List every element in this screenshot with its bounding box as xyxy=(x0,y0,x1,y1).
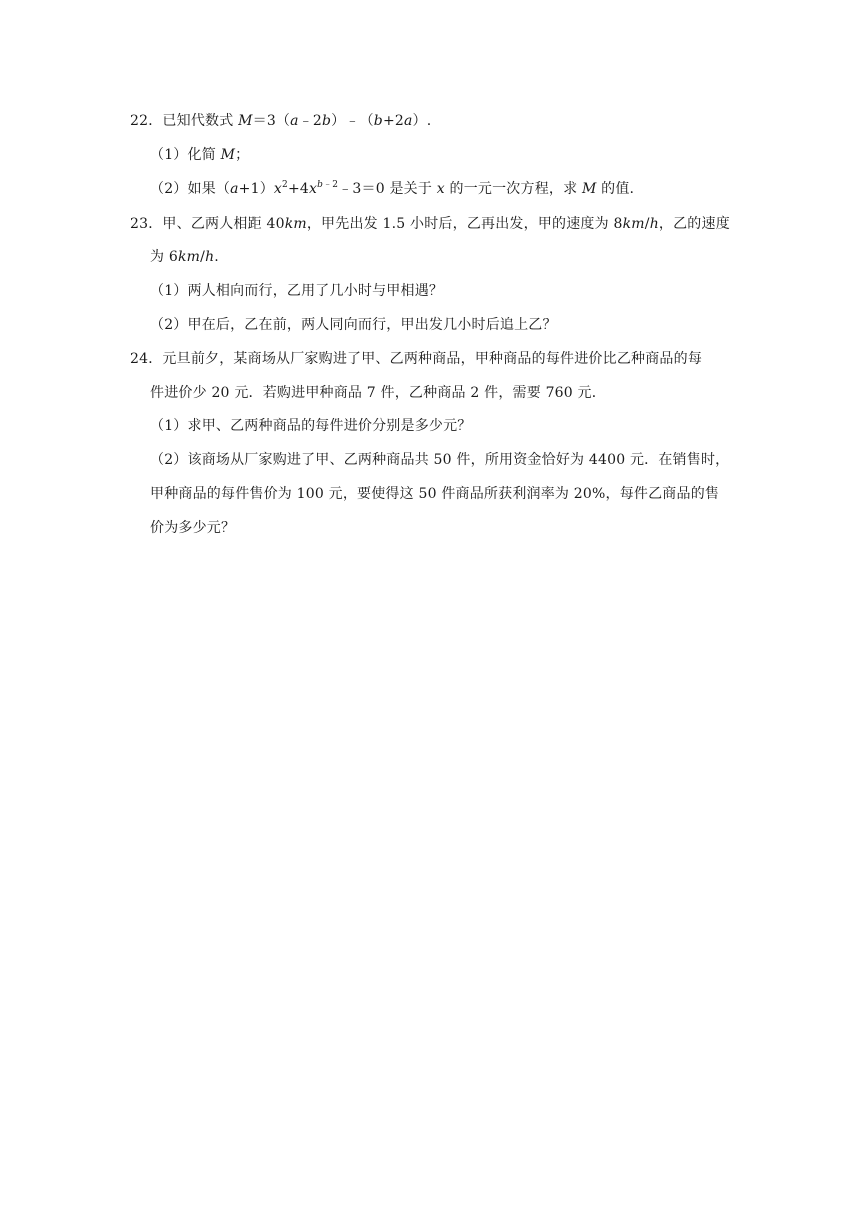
var-x: x xyxy=(309,181,318,197)
q24-part1: （1）求甲、乙两种商品的每件进价分别是多少元？ xyxy=(150,418,472,434)
q23-part2: （2）甲在后，乙在前，两人同向而行，甲出发几小时后追上乙？ xyxy=(150,317,557,333)
var-a: a xyxy=(404,113,413,129)
var-M: M xyxy=(220,147,236,163)
q23-text: . xyxy=(214,249,219,265)
q23-text: 甲、乙两人相距 40 xyxy=(162,216,285,232)
q24-part2-line1: （2）该商场从厂家购进了甲、乙两种商品共 50 件，所用资金恰好为 4400 元．在销售时， xyxy=(150,452,730,468)
q24-part2-line2: 甲种商品的每件售价为 100 元，要使得这 50 件商品所获利润率为 20%，每件乙商品的售 xyxy=(150,486,720,502)
q22-text: 已知代数式 xyxy=(162,113,239,129)
q22-part2-text: +4 xyxy=(287,181,309,197)
q22-part2-text: 的值. xyxy=(596,181,635,197)
q24-part2-line3: 价为多少元？ xyxy=(150,520,236,536)
exponent xyxy=(317,180,338,190)
exponent-text: ﹣2 xyxy=(323,180,339,190)
var-b: b xyxy=(373,113,383,129)
q22-number: 22． xyxy=(130,113,163,129)
var-x: x xyxy=(273,181,283,197)
q24-number: 24． xyxy=(130,351,163,367)
exponent: 2 xyxy=(282,180,288,190)
var-b: b xyxy=(317,180,324,190)
q23-stem-line1 xyxy=(130,215,730,233)
var-a: a xyxy=(290,113,299,129)
q23-text: ，甲先出发 1.5 小时后，乙再出发，甲的速度为 8 xyxy=(306,216,623,232)
q23-text: ，乙的速度 xyxy=(658,216,730,232)
unit-slash: / xyxy=(644,216,650,232)
q22-text: ﹣2 xyxy=(298,113,322,129)
unit-km: km xyxy=(177,249,201,265)
q22-text: ）. xyxy=(412,113,432,129)
q22-part1 xyxy=(150,146,249,164)
q22-part2-text: +1） xyxy=(238,181,274,197)
unit-h: h xyxy=(649,216,659,232)
q22-text: ）﹣（ xyxy=(331,113,374,129)
var-M: M xyxy=(581,181,597,197)
q22-part2 xyxy=(150,180,634,198)
q22-part2-text: （2）如果（ xyxy=(150,181,231,197)
unit-km: km xyxy=(284,216,307,232)
q23-stem-line2 xyxy=(150,248,219,266)
q24-stem-line2: 件进价少 20 元．若购进甲种商品 7 件，乙种商品 2 件，需要 760 元． xyxy=(150,385,606,401)
var-x: x xyxy=(436,181,445,197)
q22-part2-text: ﹣3＝0 是关于 xyxy=(338,181,437,197)
q23-number: 23． xyxy=(130,216,163,232)
q22-text: +2 xyxy=(382,113,404,129)
q22-part1-text: （1）化简 xyxy=(150,147,221,163)
unit-slash: / xyxy=(200,249,206,265)
q23-part1: （1）两人相向而行，乙用了几小时与甲相遇？ xyxy=(150,283,444,299)
unit-km: km xyxy=(622,216,645,232)
var-b: b xyxy=(322,113,332,129)
q22-text: ＝3（ xyxy=(252,113,291,129)
q22-part2-text: 的一元一次方程，求 xyxy=(444,181,582,197)
q24-text: 元旦前夕，某商场从厂家购进了甲、乙两种商品，甲种商品的每件进价比乙种商品的每 xyxy=(162,351,703,367)
var-M: M xyxy=(238,113,253,129)
var-a: a xyxy=(230,181,239,197)
q23-text: 为 6 xyxy=(150,249,178,265)
q22-stem xyxy=(130,112,431,130)
q24-stem-line1 xyxy=(130,350,702,368)
unit-h: h xyxy=(205,249,215,265)
q22-part1-text: ； xyxy=(235,147,250,163)
